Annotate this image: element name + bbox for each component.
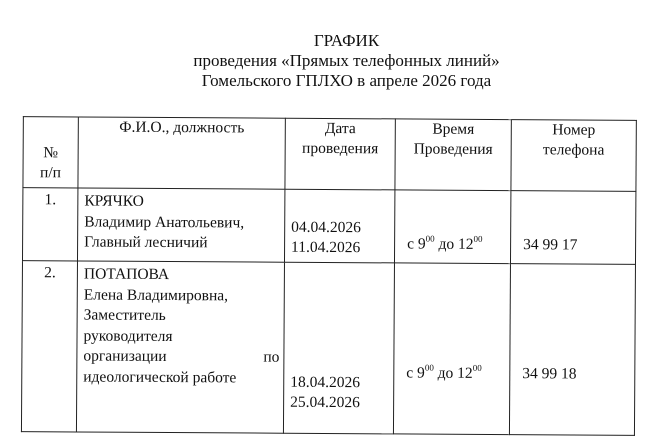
- dates-cell: [283, 262, 394, 434]
- document-subtitle: проведения «Прямых телефонных линий»: [193, 51, 500, 70]
- header-date-line: Дата: [324, 119, 356, 138]
- row-number: 1.: [22, 188, 77, 261]
- header-num-line: №: [43, 144, 59, 162]
- header-time-line: Время: [432, 120, 475, 138]
- person-cell: [76, 261, 284, 433]
- time-cell: [394, 190, 510, 264]
- header-num: [23, 117, 78, 188]
- time-to-minutes: 00: [473, 233, 483, 244]
- time-from: с 9: [407, 235, 426, 253]
- dates-cell: [284, 189, 394, 263]
- document-subtitle-org: Гомельского ГПЛХО в апреле 2026 года: [201, 71, 492, 90]
- person-position-line: Главный лесничий: [84, 233, 208, 252]
- header-time: [395, 119, 511, 191]
- header-date: [285, 118, 395, 190]
- header-phone-line: Номер: [552, 121, 596, 139]
- person-position-line: руководителя: [83, 326, 173, 345]
- header-phone-line: телефона: [542, 141, 605, 159]
- date-value: 25.04.2026: [290, 393, 360, 412]
- document-title: ГРАФИК: [313, 31, 380, 50]
- person-position-line: идеологической работе: [83, 367, 237, 386]
- time-from-minutes: 00: [425, 233, 435, 244]
- header-date-line: проведения: [302, 139, 379, 158]
- header-time-line: Проведения: [413, 140, 493, 158]
- time-to-minutes: 00: [472, 362, 482, 373]
- header-phone: [511, 120, 636, 192]
- row-number: 2.: [21, 261, 77, 432]
- person-name-line: КРЯЧКО: [84, 192, 144, 210]
- schedule-table: [21, 116, 637, 436]
- person-cell: [77, 188, 284, 262]
- time-cell: [393, 263, 510, 435]
- header-num-line: п/п: [40, 164, 62, 182]
- table-header-row: [23, 117, 636, 192]
- table-row: [22, 188, 635, 265]
- date-value: 18.04.2026: [290, 373, 361, 392]
- person-name-line: Владимир Анатольевич,: [84, 212, 245, 231]
- time-from: с 9: [406, 364, 425, 382]
- person-name-line: Елена Владимировна,: [83, 285, 229, 304]
- person-position-line: Заместитель: [83, 306, 166, 324]
- time-to: до 12: [434, 235, 474, 253]
- table-row: [21, 261, 635, 436]
- time-from-minutes: 00: [424, 362, 434, 373]
- person-position-line: организации по: [83, 347, 280, 366]
- header-name: Ф.И.О., должность: [78, 117, 285, 189]
- phone-cell: 34 99 18: [509, 264, 635, 436]
- person-name-line: ПОТАПОВА: [83, 265, 170, 284]
- date-value: 11.04.2026: [291, 238, 361, 257]
- phone-cell: 34 99 17: [510, 191, 635, 265]
- time-to: до 12: [433, 364, 473, 382]
- date-value: 04.04.2026: [291, 218, 361, 237]
